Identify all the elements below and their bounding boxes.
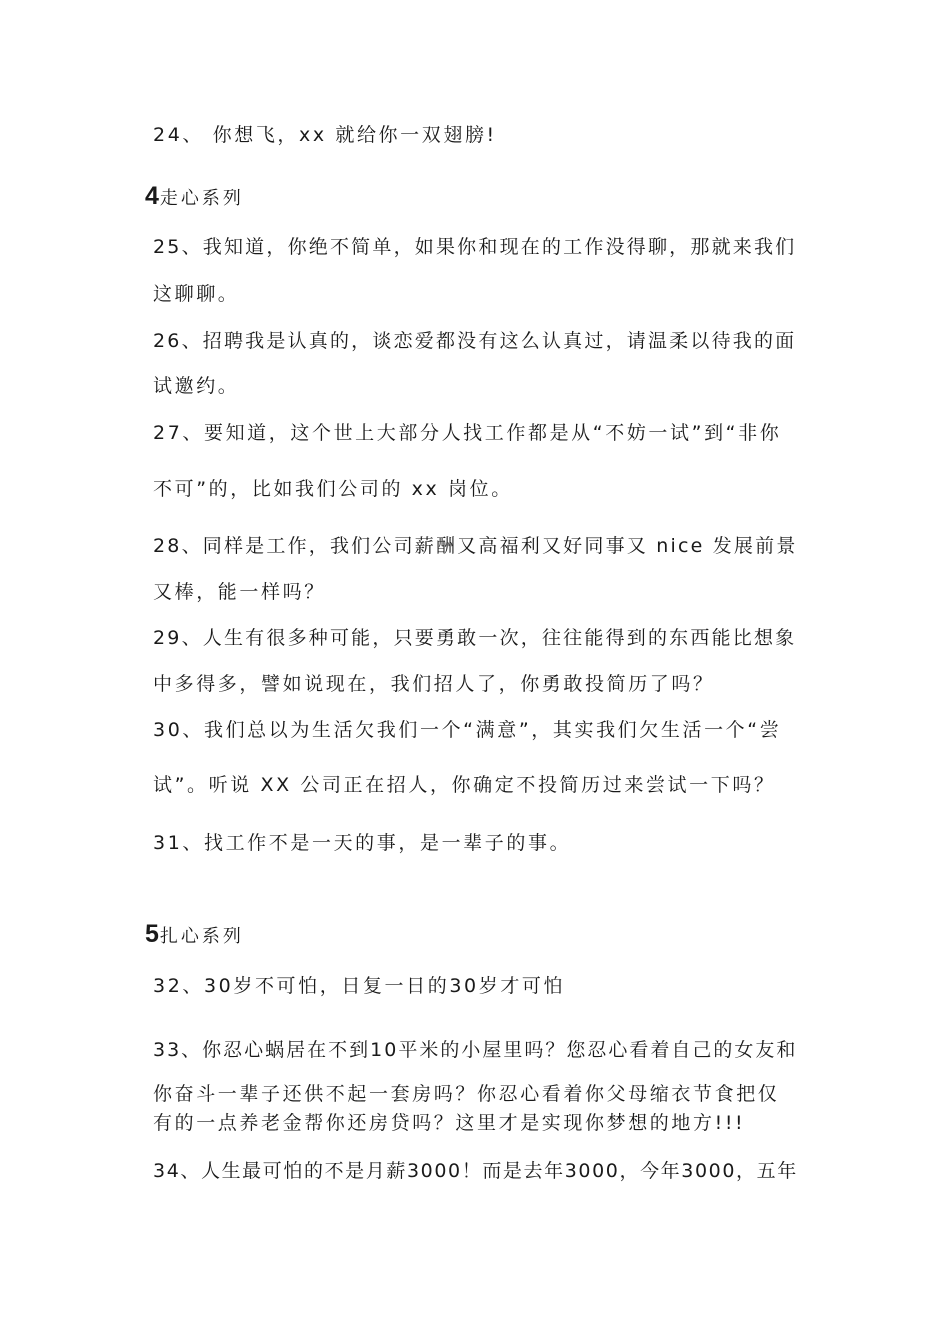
item-30-line1: 30、我们总以为生活欠我们一个“满意”，其实我们欠生活一个“尝 xyxy=(153,719,782,741)
item-26-line2: 试邀约。 xyxy=(153,375,240,397)
section-title: 走心系列 xyxy=(159,188,244,209)
item-28-line1: 28、同样是工作，我们公司薪酬又高福利又好同事又 nice 发展前景 xyxy=(153,535,798,557)
item-27-line1: 27、要知道，这个世上大部分人找工作都是从“不妨一试”到“非你 xyxy=(153,422,782,444)
item-31: 31、找工作不是一天的事，是一辈子的事。 xyxy=(153,832,572,854)
section-heading-5 xyxy=(145,922,244,947)
item-30-line2: 试”。听说 XX 公司正在招人，你确定不投简历过来尝试一下吗？ xyxy=(153,774,776,796)
item-24: 24、 你想飞，xx 就给你一双翅膀! xyxy=(153,124,497,146)
section-title: 扎心系列 xyxy=(159,926,244,947)
section-number: 4 xyxy=(145,182,159,210)
item-26-line1: 26、招聘我是认真的，谈恋爱都没有这么认真过，请温柔以待我的面 xyxy=(153,330,797,352)
item-33-line3: 有的一点养老金帮你还房贷吗？这里才是实现你梦想的地方!!! xyxy=(153,1112,746,1134)
section-heading-4 xyxy=(145,184,244,209)
item-33-line1: 33、你忍心蜗居在不到10平米的小屋里吗？您忍心看着自己的女友和 xyxy=(153,1039,798,1061)
item-25-line2: 这聊聊。 xyxy=(153,283,240,305)
item-25-line1: 25、我知道，你绝不简单，如果你和现在的工作没得聊，那就来我们 xyxy=(153,236,797,258)
section-number: 5 xyxy=(145,920,159,948)
item-28-line2: 又棒，能一样吗？ xyxy=(153,581,326,603)
item-29-line1: 29、人生有很多种可能，只要勇敢一次，往往能得到的东西能比想象 xyxy=(153,627,797,649)
item-27-line2: 不可”的，比如我们公司的 xx 岗位。 xyxy=(153,478,513,500)
item-33-line2: 你奋斗一辈子还供不起一套房吗？你忍心看着你父母缩衣节食把仅 xyxy=(153,1083,780,1105)
item-34: 34、人生最可怕的不是月薪3000！而是去年3000，今年3000，五年 xyxy=(153,1160,798,1182)
item-32: 32、30岁不可怕，日复一日的30岁才可怕 xyxy=(153,975,566,997)
item-29-line2: 中多得多，譬如说现在，我们招人了，你勇敢投简历了吗？ xyxy=(153,673,715,695)
